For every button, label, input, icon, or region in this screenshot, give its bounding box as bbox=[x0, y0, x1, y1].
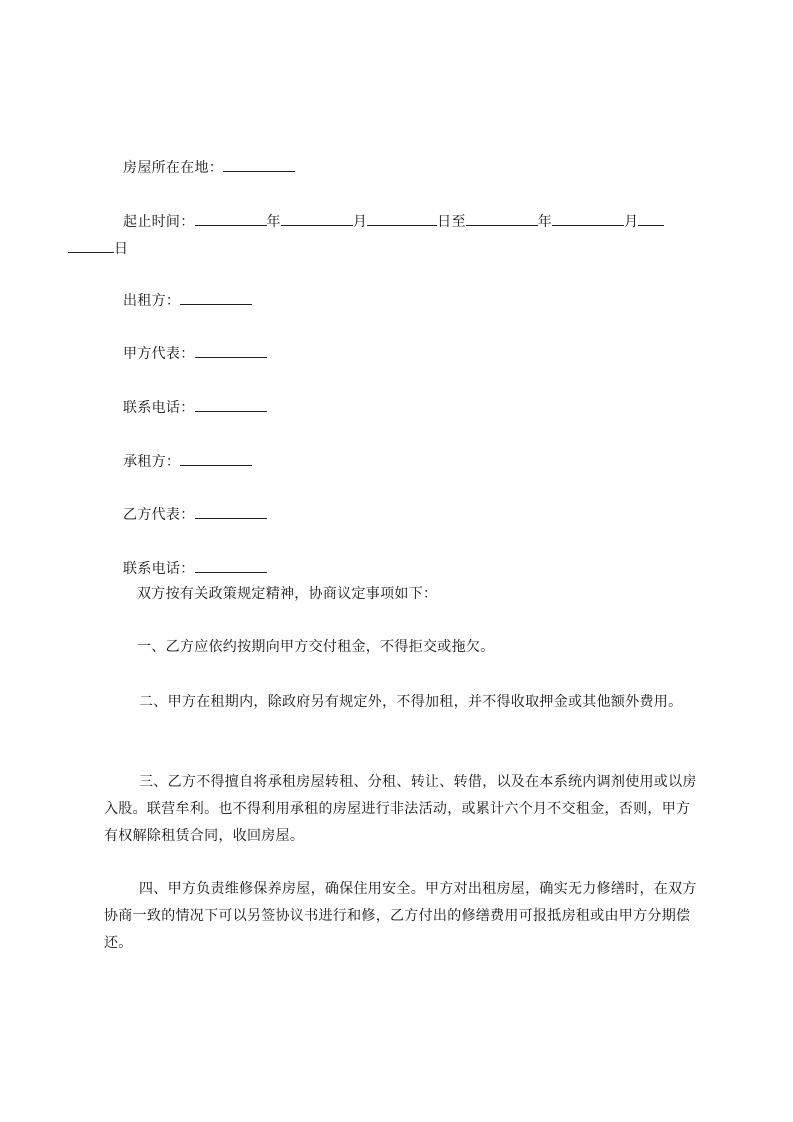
party-a-phone-blank[interactable] bbox=[195, 397, 267, 412]
month-label: 月 bbox=[352, 214, 368, 230]
party-a-rep-label: 甲方代表： bbox=[123, 346, 195, 362]
lessor-blank[interactable] bbox=[180, 290, 252, 305]
clause-1: 一、乙方应依约按期向甲方交付租金，不得拒交或拖欠。 bbox=[137, 639, 495, 655]
party-b-rep-blank[interactable] bbox=[195, 504, 267, 519]
start-year-blank[interactable] bbox=[195, 211, 267, 226]
clause-2: 二、甲方在租期内，除政府另有规定外，不得加租，并不得收取押金或其他额外费用。 bbox=[139, 694, 683, 710]
month-label: 月 bbox=[624, 214, 639, 230]
clause-4: 四、甲方负责维修保养房屋，确保住用安全。甲方对出租房屋，确实无力修缮时，在双方协商一致的情况下可以另签协议书进行和修，乙方付出的修缮费用可报抵房租或由甲方分期偿还。 bbox=[104, 881, 697, 951]
lessee-blank[interactable] bbox=[180, 451, 252, 466]
party-b-phone-label: 联系电话： bbox=[123, 561, 195, 577]
party-b-phone-blank[interactable] bbox=[195, 558, 267, 573]
end-month-blank[interactable] bbox=[552, 211, 624, 226]
year-label: 年 bbox=[266, 214, 281, 230]
year-label: 年 bbox=[537, 214, 553, 230]
day-to-label: 日至 bbox=[437, 214, 466, 230]
end-day-blank-part1[interactable] bbox=[638, 211, 664, 226]
lessor-label: 出租方： bbox=[123, 293, 181, 309]
address-blank[interactable] bbox=[223, 157, 295, 172]
address-label: 房屋所在在地： bbox=[123, 160, 224, 176]
period-label: 起止时间： bbox=[123, 214, 195, 230]
start-day-blank[interactable] bbox=[367, 211, 437, 226]
end-year-blank[interactable] bbox=[466, 211, 538, 226]
start-month-blank[interactable] bbox=[281, 211, 353, 226]
lessee-label: 承租方： bbox=[123, 454, 181, 470]
end-day-blank-part2[interactable] bbox=[68, 238, 114, 253]
party-a-rep-blank[interactable] bbox=[195, 343, 267, 358]
day-label: 日 bbox=[114, 241, 129, 257]
intro-paragraph: 双方按有关政策规定精神，协商议定事项如下： bbox=[137, 586, 438, 602]
party-a-phone-label: 联系电话： bbox=[123, 400, 195, 416]
party-b-rep-label: 乙方代表： bbox=[123, 507, 195, 523]
clause-3: 三、乙方不得擅自将承租房屋转租、分租、转让、转借，以及在本系统内调剂使用或以房入股。联营牟利。也不得利用承租的房屋进行非法活动，或累计六个月不交租金，否则，甲方有权解除租赁合同，收回房屋。 bbox=[104, 774, 697, 844]
